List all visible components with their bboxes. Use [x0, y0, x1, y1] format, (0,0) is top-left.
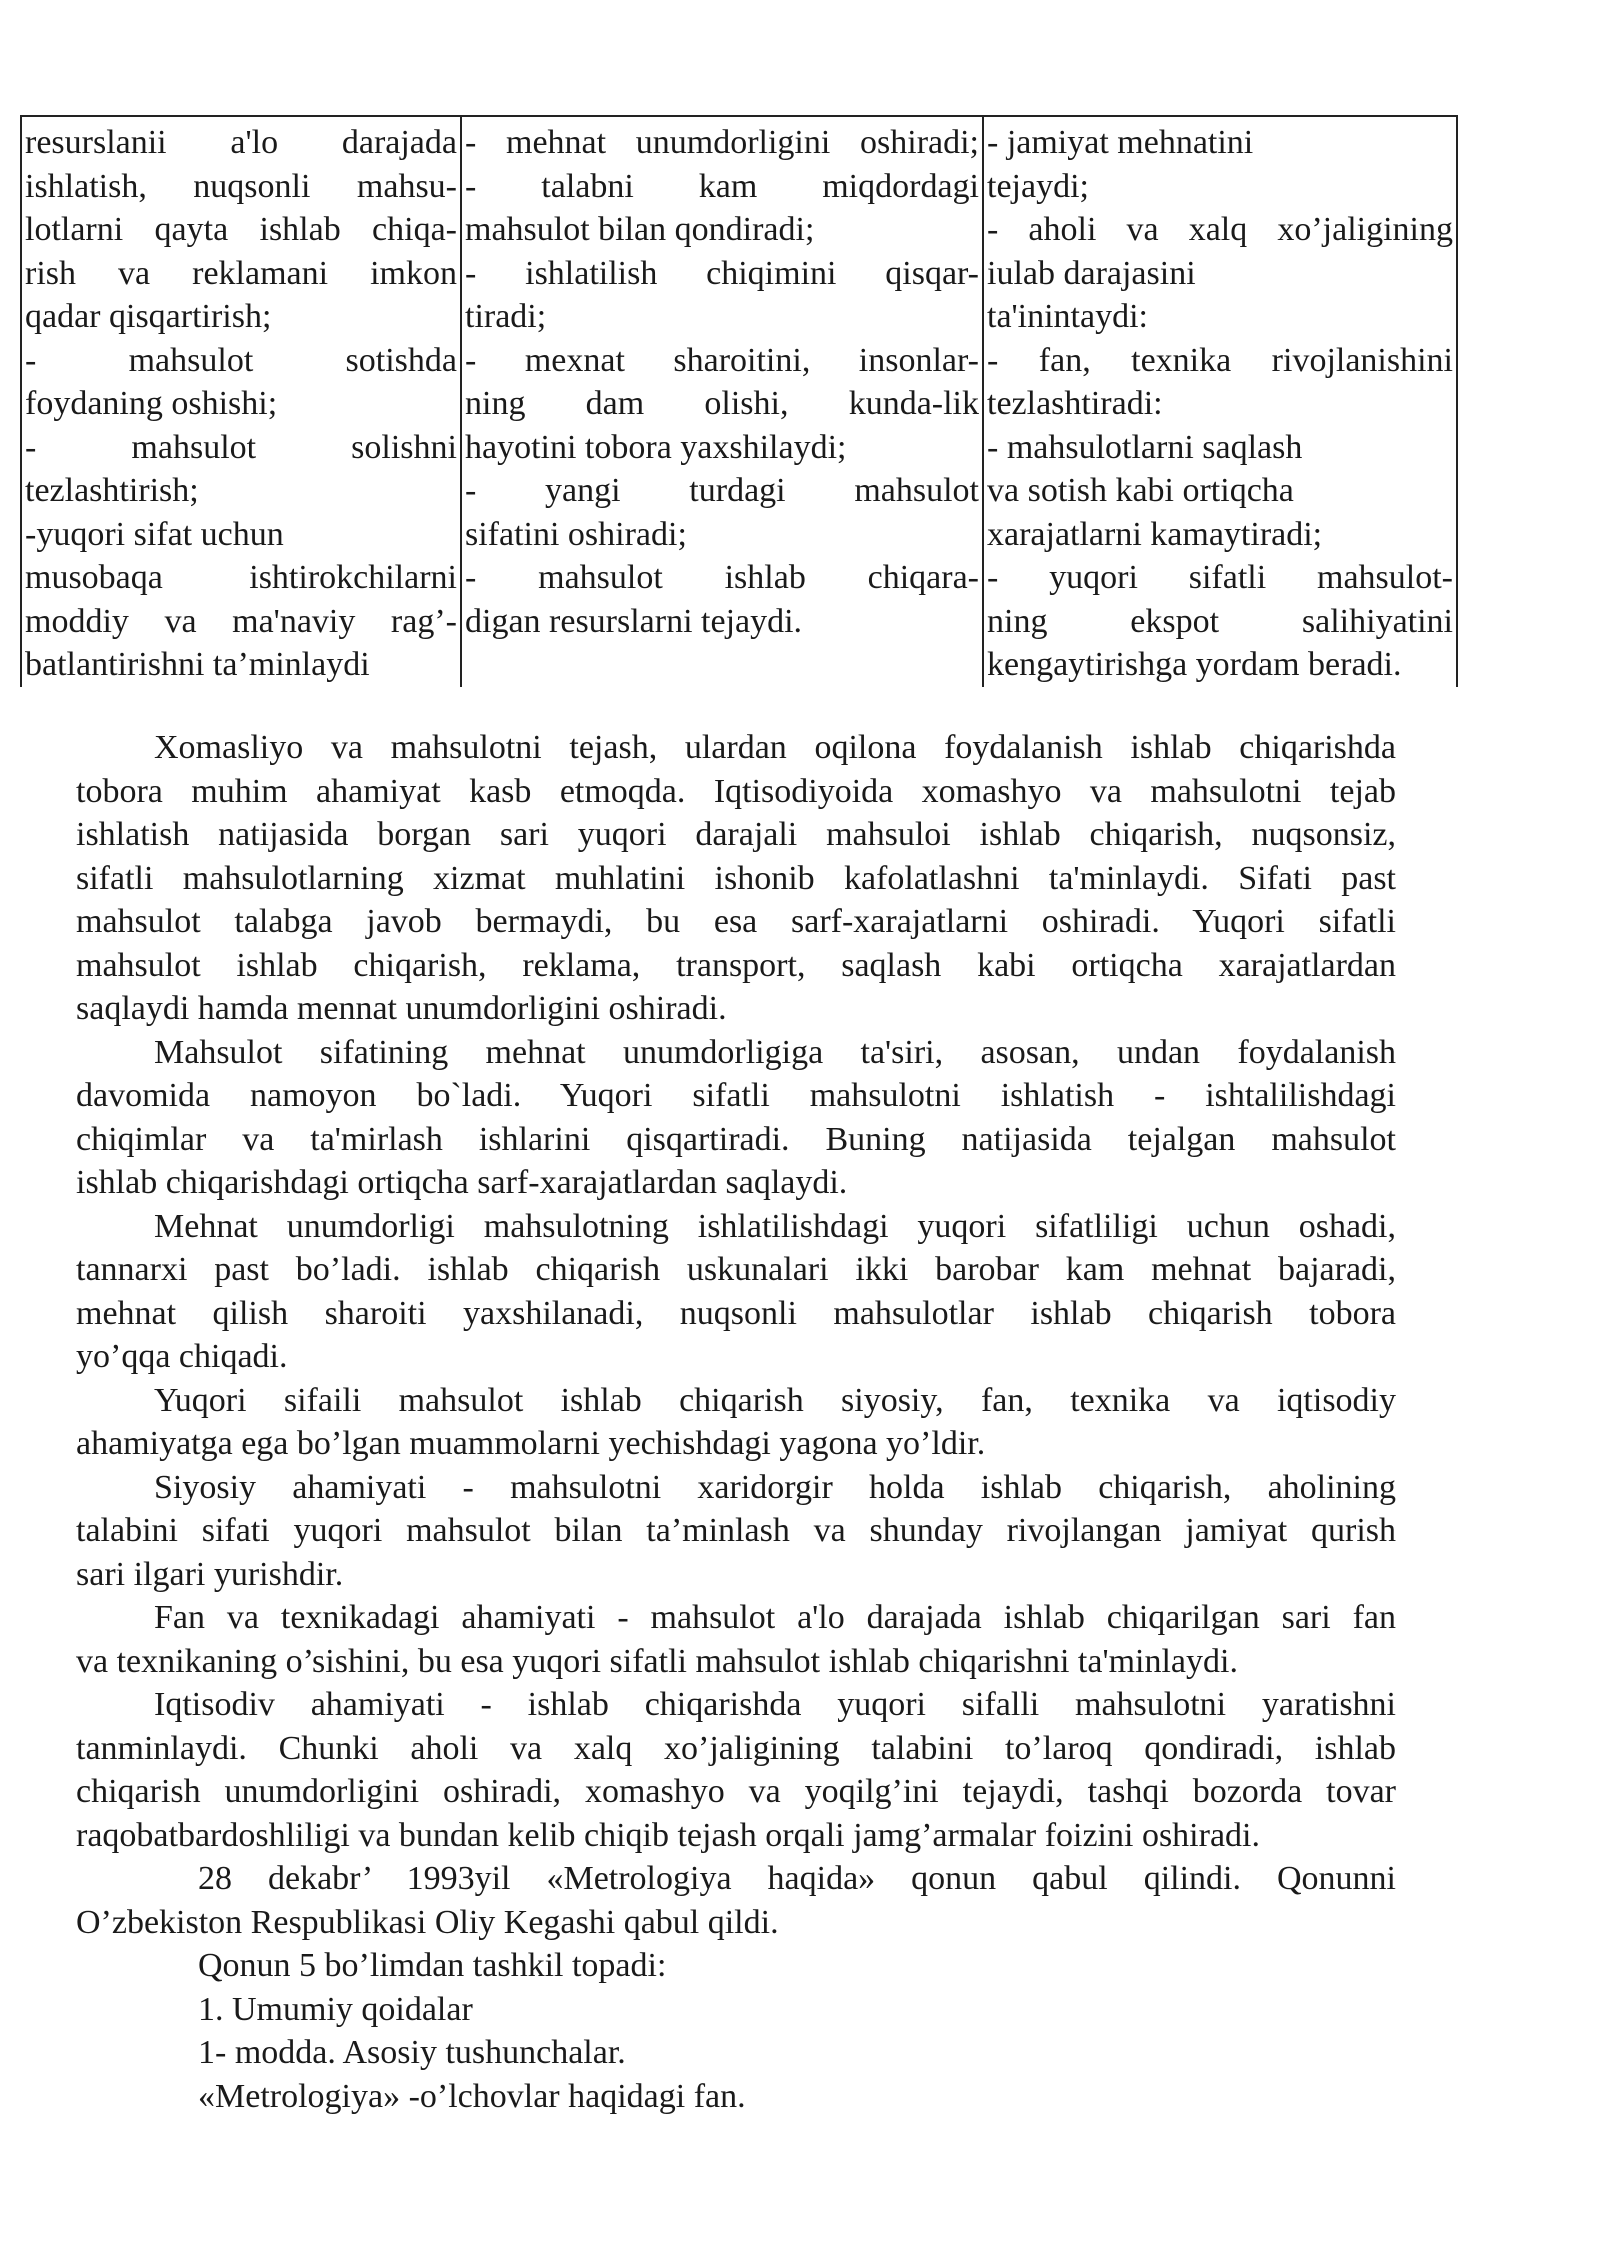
paragraph-line: talabini sifati yuqori mahsulot bilan ta’minlash va shunday rivojlangan jamiyat qurish: [76, 1512, 1396, 1549]
paragraph-line: davomida namoyon bo`ladi. Yuqori sifatli mahsulotni ishlatish - ishtalilishdagi: [76, 1077, 1396, 1114]
table-cell-line: resurslanii a'lo darajada: [25, 124, 457, 161]
paragraph-line: ishlatish natijasida borgan sari yuqori darajali mahsuloi ishlab chiqarish, nuqsonsiz,: [76, 816, 1396, 853]
table-cell-line: iulab darajasini: [987, 254, 1196, 292]
table-cell-line: mahsulot bilan qondiradi;: [465, 211, 815, 248]
paragraph-line: sari ilgari yurishdir.: [76, 1555, 344, 1593]
paragraph-line: mehnat qilish sharoiti yaxshilanadi, nuqsonli mahsulotlar ishlab chiqarish tobora: [76, 1294, 1396, 1332]
paragraph-line: chiqarish unumdorligini oshiradi, xomashyo va yoqilg’ini tejaydi, tashqi bozorda tovar: [76, 1773, 1396, 1810]
paragraph-line: tanminlaydi. Chunki aholi va xalq xo’jaligining talabini to’laroq qondiradi, ishlab: [76, 1729, 1396, 1767]
table-cell-line: - mahsulot solishni: [25, 428, 457, 466]
paragraph-line: O’zbekiston Respublikasi Oliy Kegashi qabul qildi.: [76, 1903, 779, 1941]
table-cell-line: -yuqori sifat uchun: [25, 515, 284, 553]
table-cell-line: - yuqori sifatli mahsulot-: [987, 559, 1453, 596]
paragraph-line: Mahsulot sifatining mehnat unumdorligiga ta'siri, asosan, undan foydalanish: [154, 1033, 1396, 1071]
paragraph-line: tobora muhim ahamiyat kasb etmoqda. Iqtisodiyoida xomashyo va mahsulotni tejab: [76, 772, 1396, 810]
paragraph-line: Qonun 5 bo’limdan tashkil topadi:: [198, 1947, 667, 1984]
list-item: 1. Umumiy qoidalar: [198, 1990, 473, 2028]
paragraph-line: va texnikaning o’sishini, bu esa yuqori sifatli mahsulot ishlab chiqarishni ta'minlaydi.: [76, 1642, 1238, 1680]
paragraph-line: raqobatbardoshliligi va bundan kelib chiqib tejash orqali jamg’armalar foizini oshiradi.: [76, 1816, 1260, 1854]
table-cell-line: - mahsulotlarni saqlash: [987, 428, 1303, 466]
paragraph-line: 28 dekabr’ 1993yil «Metrologiya haqida» qonun qabul qilindi. Qonunni: [198, 1860, 1396, 1897]
table-cell-line: batlantirishni ta’minlaydi: [25, 646, 370, 683]
table-cell-line: tiradi;: [465, 298, 547, 335]
table-cell-line: rish va reklamani imkon: [25, 254, 457, 292]
paragraph-line: Iqtisodiv ahamiyati - ishlab chiqarishda yuqori sifalli mahsulotni yaratishni: [154, 1686, 1396, 1723]
table-cell-line: tejaydi;: [987, 167, 1089, 205]
table-cell-line: - mehnat unumdorligini oshiradi;: [465, 124, 979, 161]
table-cell-line: tezlashtiradi:: [987, 385, 1163, 422]
table-cell-line: ta'inintaydi:: [987, 298, 1148, 335]
table-cell-line: qadar qisqartirish;: [25, 298, 272, 335]
table-cell-line: - mahsulot ishlab chiqara-: [465, 559, 979, 596]
table-cell-line: musobaqa ishtirokchilarni: [25, 559, 457, 596]
paragraph-line: Mehnat unumdorligi mahsulotning ishlatilishdagi yuqori sifatliligi uchun oshadi,: [154, 1207, 1396, 1245]
table-cell-line: va sotish kabi ortiqcha: [987, 472, 1294, 509]
paragraph-line: Siyosiy ahamiyati - mahsulotni xaridorgir holda ishlab chiqarish, aholining: [154, 1468, 1396, 1506]
table-cell-line: lotlarni qayta ishlab chiqa-: [25, 211, 457, 248]
table-cell-line: ning ekspot salihiyatini: [987, 602, 1453, 640]
table-cell-line: ning dam olishi, kunda-lik: [465, 385, 979, 422]
table-cell-line: foydaning oshishi;: [25, 385, 278, 422]
table-cell-line: digan resurslarni tejaydi.: [465, 602, 803, 640]
table-cell-line: hayotini tobora yaxshilaydi;: [465, 428, 847, 466]
paragraph-line: «Metrologiya» -o’lchovlar haqidagi fan.: [198, 2077, 746, 2115]
paragraph-line: ishlab chiqarishdagi ortiqcha sarf-xarajatlardan saqlaydi.: [76, 1164, 848, 1201]
paragraph-line: mahsulot talabga javob bermaydi, bu esa sarf-xarajatlarni oshiradi. Yuqori sifatli: [76, 903, 1396, 940]
paragraph-line: mahsulot ishlab chiqarish, reklama, transport, saqlash kabi ortiqcha xarajatlardan: [76, 946, 1396, 984]
paragraph-line: Yuqori sifaili mahsulot ishlab chiqarish siyosiy, fan, texnika va iqtisodiy: [154, 1381, 1396, 1419]
paragraph-line: ahamiyatga ega bo’lgan muammolarni yechishdagi yagona yo’ldir.: [76, 1425, 986, 1462]
table-column-3: [982, 117, 1458, 687]
table-cell-line: xarajatlarni kamaytiradi;: [987, 515, 1323, 553]
paragraph-line: Xomasliyo va mahsulotni tejash, ulardan oqilona foydalanish ishlab chiqarishda: [154, 729, 1396, 766]
table-cell-line: - mexnat sharoitini, insonlar-: [465, 341, 979, 379]
table-cell-line: - aholi va xalq xo’jaligining: [987, 211, 1453, 248]
paragraph-line: chiqimlar va ta'mirlash ishlarini qisqartiradi. Buning natijasida tejalgan mahsulot: [76, 1120, 1396, 1158]
table-cell-line: - mahsulot sotishda: [25, 341, 457, 379]
table-cell-line: tezlashtirish;: [25, 472, 199, 509]
table-cell-line: moddiy va ma'naviy rag’-: [25, 602, 457, 640]
table-cell-line: ishlatish, nuqsonli mahsu-: [25, 167, 457, 205]
paragraph-line: tannarxi past bo’ladi. ishlab chiqarish uskunalari ikki barobar kam mehnat bajaradi,: [76, 1251, 1396, 1288]
table-cell-line: - talabni kam miqdordagi: [465, 167, 979, 205]
paragraph-line: saqlaydi hamda mennat unumdorligini oshiradi.: [76, 990, 727, 1027]
paragraph-line: yo’qqa chiqadi.: [76, 1338, 288, 1375]
comparison-table: [20, 115, 1458, 687]
table-cell-line: sifatini oshiradi;: [465, 515, 687, 553]
body-text: [76, 726, 1396, 2118]
paragraph-line: 1- modda. Asosiy tushunchalar.: [198, 2034, 626, 2071]
table-cell-line: kengaytirishga yordam beradi.: [987, 646, 1402, 683]
table-column-2: [460, 117, 982, 687]
table-cell-line: - yangi turdagi mahsulot: [465, 472, 979, 509]
table-cell-line: - jamiyat mehnatini: [987, 124, 1254, 161]
table-cell-line: - ishlatilish chiqimini qisqar-: [465, 254, 979, 292]
table-cell-line: - fan, texnika rivojlanishini: [987, 341, 1453, 379]
table-column-1: [20, 117, 460, 687]
paragraph-line: Fan va texnikadagi ahamiyati - mahsulot a'lo darajada ishlab chiqarilgan sari fan: [154, 1599, 1396, 1636]
paragraph-line: sifatli mahsulotlarning xizmat muhlatini ishonib kafolatlashni ta'minlaydi. Sifati past: [76, 859, 1396, 897]
